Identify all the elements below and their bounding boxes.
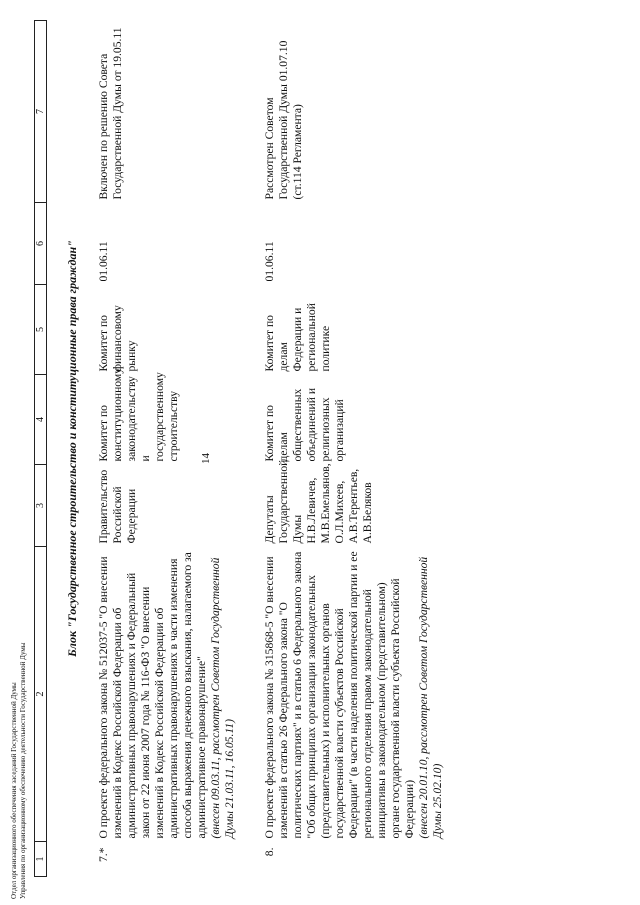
table-row [95, 21, 241, 877]
row-number: 8. [263, 847, 276, 857]
column-number: 7 [35, 21, 47, 203]
committee-cell: Комитет по конституционному законодательству и государственному строительству [97, 368, 180, 462]
column-number: 2 [35, 547, 47, 842]
status-cell: Включен по решению Совета Государственной Думы от 19.05.11 [97, 27, 124, 200]
row-number: 7.* [97, 847, 110, 862]
co-committee-cell: Комитет по делам Федерации и региональной политике [263, 303, 332, 372]
block-title-row [47, 21, 96, 877]
page-footer [10, 643, 28, 899]
date-cell: 01.06.11 [97, 241, 110, 282]
co-committee-cell: Комитет по финансовому рынку [97, 305, 138, 372]
project-cell [95, 547, 241, 842]
footer-line-2: Управления по организационному обеспечению деятельности Государственной Думы [19, 642, 27, 899]
project-note: (внесен 20.01.10, рассмотрен Советом Государственной Думы 25.02.10) [417, 556, 444, 839]
column-number: 1 [35, 842, 47, 877]
column-number: 5 [35, 285, 47, 375]
column-number: 3 [35, 465, 47, 547]
table-row [241, 21, 449, 877]
project-title: О проекте федерального закона № 315868-5 "О внесении изменений в статью 26 Федерального закона "О политических партиях" и в статью 6 Федерального закона "Об общих принципах организации законодательных (представительных) и исполнительных органов государственной власти субъектов Российской Федерации" (в части наделения политической партии и ее регионального отделения правом законодательной инициативы в законодательном (представительном) органе государственной власти субъекта Российской Федерации) [263, 551, 416, 839]
committee-cell: Комитет по делам общественных объединений и религиозных организаций [263, 387, 346, 462]
project-title: О проекте федерального закона № 512037-5 "О внесении изменений в Кодекс Российской Федерации об административных правонарушениях и Федеральный закон от 22 июня 2007 года № 116-ФЗ "О внесении изменений в Кодекс Российской Федерации об административных правонарушениях в части изменения способа выражения денежного взыскания, налагаемого за административное правонарушение" [97, 552, 208, 839]
column-number-row [35, 21, 47, 877]
initiator-cell: Депутаты Государственной Думы Н.В.Левичев, М.В.Емельянов, О.Л.Михеев, А.В.Терентьев, А.В.Беляков [263, 459, 374, 544]
footer-line-1: Отдел организационного обеспечения заседаний Государственной Думы [10, 682, 18, 899]
project-note: (внесен 09.03.11, рассмотрен Советом Государственной Думы 21.03.11, 16.05.11) [209, 557, 236, 839]
status-cell: Рассмотрен Советом Государственной Думы 01.07.10 (ст.114 Регламента) [263, 40, 304, 200]
agenda-table [34, 20, 449, 877]
column-number: 6 [35, 203, 47, 285]
project-cell [241, 547, 449, 842]
column-number: 4 [35, 375, 47, 465]
initiator-cell: Правительство Российской Федерации [97, 469, 138, 544]
page-number: 14 [200, 453, 212, 464]
block-title: Блок "Государственное строительство и конституционные права граждан" [65, 240, 79, 657]
date-cell: 01.06.11 [263, 241, 276, 282]
